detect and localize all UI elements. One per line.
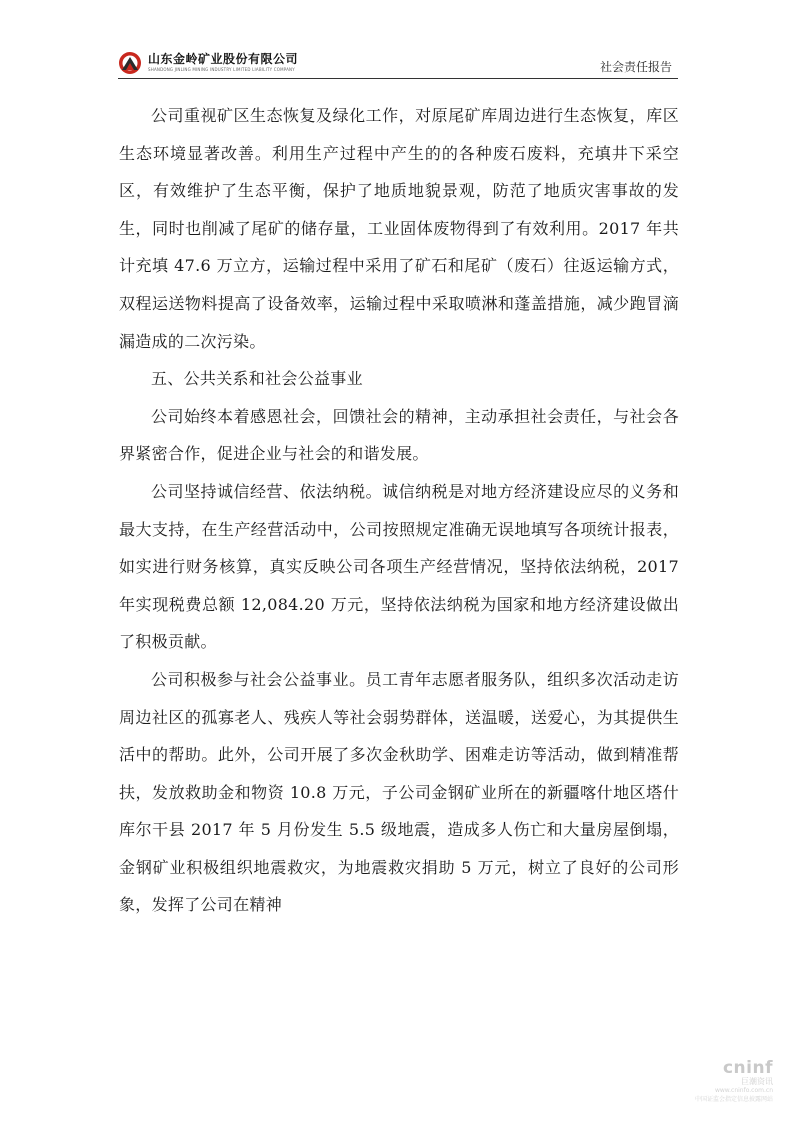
watermark-url: www.cninfo.com.cn (714, 1087, 773, 1094)
paragraph-social-responsibility: 公司始终本着感恩社会，回馈社会的精神，主动承担社会责任，与社会各界紧密合作，促进企业与社会的和谐发展。 (119, 406, 679, 464)
report-name: 社会责任报告 (599, 60, 672, 74)
company-name: 山东金岭矿业股份有限公司 (148, 52, 299, 66)
cninf-logo-icon: cninf (722, 1058, 773, 1078)
page-header (118, 46, 678, 80)
section-heading: 五、公共关系和社会公益事业 (151, 369, 363, 389)
company-name-en: SHANDONG JINLING MINING INDUSTRY LIMITED LIABILITY COMPANY (148, 67, 295, 72)
watermark (663, 1058, 773, 1103)
header-divider (118, 78, 678, 79)
paragraph-tax: 公司坚持诚信经营、依法纳税。诚信纳税是对地方经济建设应尽的义务和最大支持，在生产经营活动中，公司按照规定准确无误地填写各项统计报表，如实进行财务核算，真实反映公司各项生产经营情况，坚持依法纳税，2017 年实现税费总额 12,084.20 万元，坚持依法纳税为国家和地方经济建设做出了积极贡献。 (119, 481, 679, 652)
watermark-site: 中国证监会指定信息披露网站 (694, 1096, 773, 1103)
paragraph-public-welfare: 公司积极参与社会公益事业。员工青年志愿者服务队，组织多次活动走访周边社区的孤寡老人、残疾人等社会弱势群体，送温暖，送爱心，为其提供生活中的帮助。此外，公司开展了多次金秋助学、困难走访等活动，做到精准帮扶，发放救助金和物资 10.8 万元，子公司金钢矿业所在的新疆喀什地区塔什库尔干县 2017 年 5 月份发生 5.5 级地震，造成多人伤亡和大量房屋倒塌，金钢矿业积极组织地震救灾，为地震救灾捐助 5 万元，树立了良好的公司形象，发挥了公司在精神 (119, 669, 679, 915)
watermark-cn: 巨潮资讯 (741, 1077, 773, 1086)
paragraph-ecology: 公司重视矿区生态恢复及绿化工作，对原尾矿库周边进行生态恢复，库区生态环境显著改善。利用生产过程中产生的的各种废石废料，充填井下采空区，有效维护了生态平衡，保护了地质地貌景观，防范了地质灾害事故的发生，同时也削减了尾矿的储存量，工业固体废物得到了有效利用。2017 年共计充填 47.6 万立方，运输过程中采用了矿石和尾矿（废石）往返运输方式，双程运送物料提高了设备效率，运输过程中采取喷淋和蓬盖措施，减少跑冒滴漏造成的二次污染。 (119, 106, 679, 351)
company-logo-icon (118, 51, 142, 75)
document-body (119, 97, 679, 924)
